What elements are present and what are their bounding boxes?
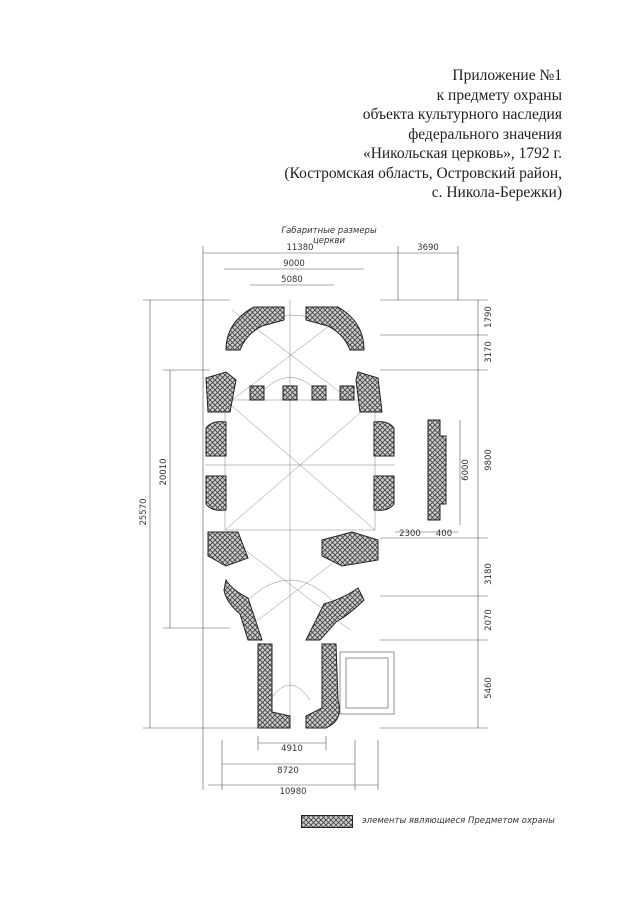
dim-right-2: 3170	[484, 341, 494, 363]
plan-title: Габаритные размеры церкви	[281, 226, 377, 246]
header-line-object: объекта культурного наследия	[362, 106, 562, 123]
dim-porch-step: 400	[435, 529, 453, 539]
dim-top-mid: 9000	[283, 259, 305, 269]
dim-right-5: 2070	[484, 609, 494, 631]
header-line-appendix: Приложение №1	[452, 67, 562, 84]
vault-lines	[205, 300, 395, 728]
dim-top-right: 3690	[417, 243, 439, 253]
header-line-significance: федерального значения	[408, 125, 562, 143]
header-line-region: (Костромская область, Островский район,	[284, 164, 562, 182]
legend-label: элементы являющиеся Предметом охраны	[362, 816, 555, 826]
dim-top-overall: 11380	[286, 243, 314, 253]
dim-bottom-inner: 4910	[281, 744, 303, 754]
dim-right-1: 1790	[484, 306, 494, 328]
header-line-village: с. Никола-Бережки)	[431, 184, 562, 201]
dim-bottom-mid: 8720	[277, 766, 299, 776]
dim-porch-width: 2300	[399, 529, 421, 539]
dim-left-inner: 20010	[159, 458, 169, 486]
legend-hatch-swatch	[301, 815, 353, 828]
dim-right-porch: 6000	[461, 459, 471, 481]
dim-bottom-overall: 10980	[279, 787, 307, 797]
dim-right-4: 3180	[484, 563, 494, 585]
dim-right-3: 9800	[484, 449, 494, 471]
dim-left-overall: 25570	[139, 498, 149, 526]
dim-top-inner: 5080	[281, 275, 303, 285]
header-line-church: «Никольская церковь», 1792 г.	[362, 145, 562, 162]
porch-outline	[340, 652, 394, 714]
dim-right-6: 5460	[484, 677, 494, 699]
header-line-subject: к предмету охраны	[436, 86, 562, 104]
